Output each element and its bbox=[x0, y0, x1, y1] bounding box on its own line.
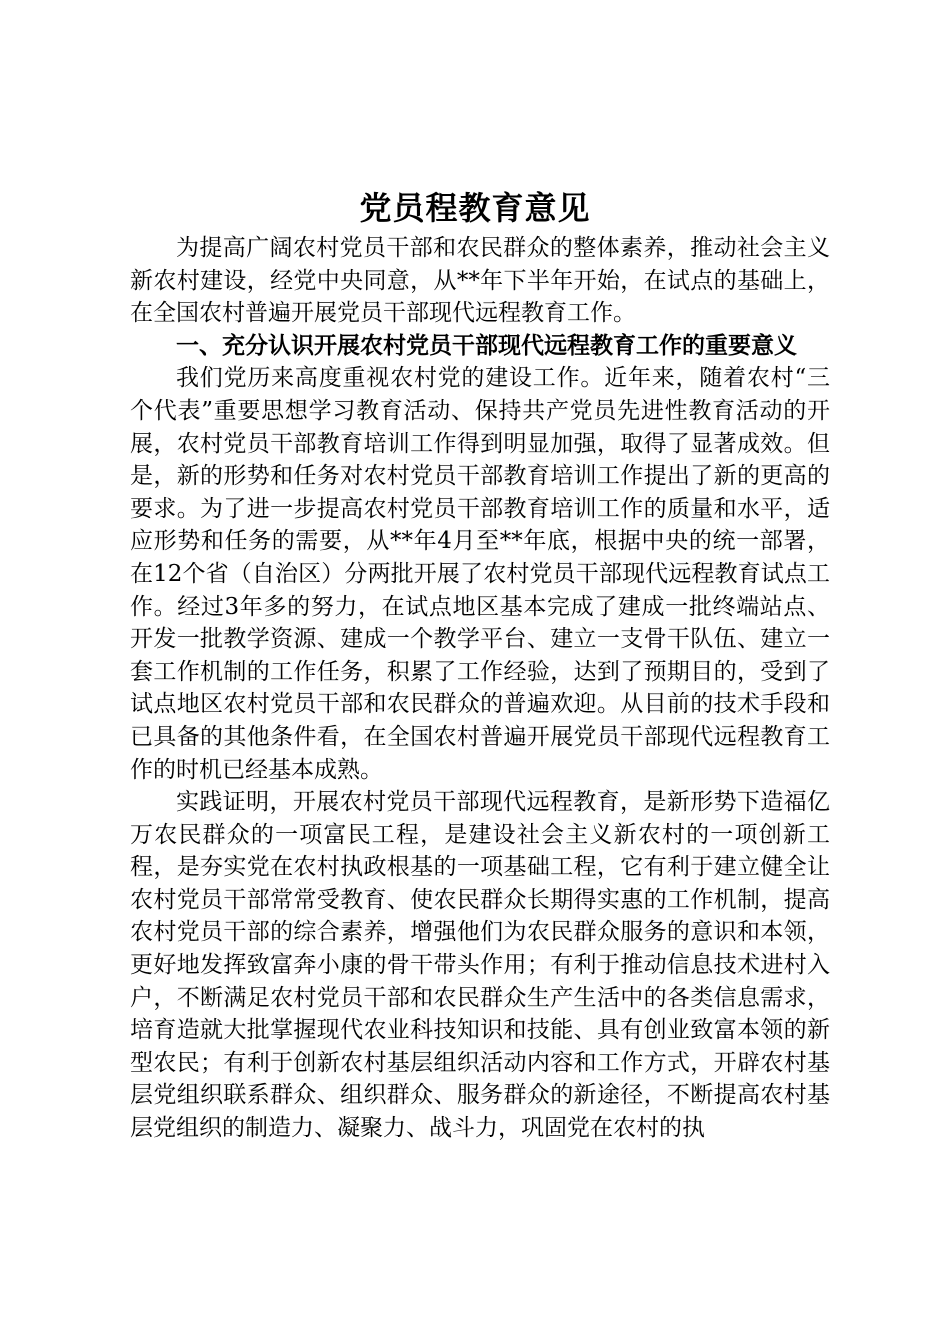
document-title: 党员程教育意见 bbox=[359, 189, 591, 227]
intro-paragraph: 为提高广阔农村党员干部和农民群众的整体素养，推动社会主义新农村建设，经党中央同意，从**年下半年开始，在试点的基础上，在全国农村普遍开展党员干部现代远程教育工作。 bbox=[130, 235, 830, 327]
body-paragraph: 我们党历来高度重视农村党的建设工作。近年来，随着农村“三个代表”重要思想学习教育活动、保持共产党员先进性教育活动的开展，农村党员干部教育培训工作得到明显加强，取得了显著成效。但是，新的形势和任务对农村党员干部教育培训工作提出了新的更高的要求。为了进一步提高农村党员干部教育培训工作的质量和水平，适应形势和任务的需要，从**年4月至**年底，根据中央的统一部署，在12个省（自治区）分两批开展了农村党员干部现代远程教育试点工作。经过3年多的努力，在试点地区基本完成了建成一批终端站点、开发一批教学资源、建成一个教学平台、建立一支骨干队伍、建立一套工作机制的工作任务，积累了工作经验，达到了预期目的，受到了试点地区农村党员干部和农民群众的普遍欢迎。从目前的技术手段和已具备的其他条件看，在全国农村普遍开展党员干部现代远程教育工作的时机已经基本成熟。 bbox=[130, 365, 830, 783]
body-paragraph: 实践证明，开展农村党员干部现代远程教育，是新形势下造福亿万农民群众的一项富民工程，是建设社会主义新农村的一项创新工程，是夯实党在农村执政根基的一项基础工程，它有利于建立健全让农村党员干部常常受教育、使农民群众长期得实惠的工作机制，提高农村党员干部的综合素养，增强他们为农民群众服务的意识和本领，更好地发挥致富奔小康的骨干带头作用；有利于推动信息技术进村入户，不断满足农村党员干部和农民群众生产生活中的各类信息需求，培育造就大批掌握现代农业科技知识和技能、具有创业致富本领的新型农民；有利于创新农村基层组织活动内容和工作方式，开辟农村基层党组织联系群众、组织群众、服务群众的新途径，不断提高农村基层党组织的制造力、凝聚力、战斗力，巩固党在农村的执 bbox=[130, 789, 830, 1142]
section-heading: 一、充分认识开展农村党员干部现代远程教育工作的重要意义 bbox=[176, 331, 797, 359]
document-body bbox=[130, 232, 830, 1145]
